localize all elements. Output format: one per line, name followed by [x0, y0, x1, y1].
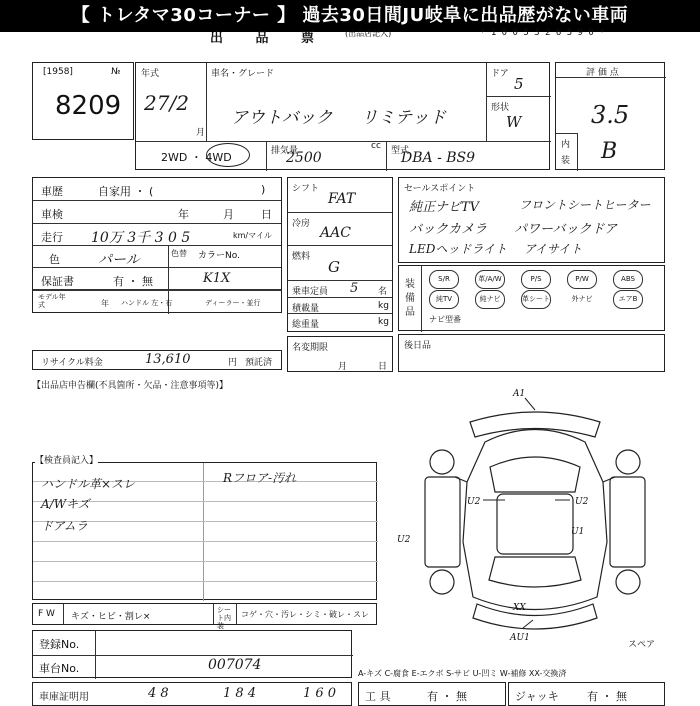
inspector-label: 【検査員記入】 — [35, 453, 98, 466]
fuel-label: 燃料 — [292, 252, 311, 262]
banner: 【 トレタマ30コーナー 】 過去30日間JU岐阜に出品歴がない車両 — [0, 0, 700, 32]
weight-unit: kg — [378, 317, 389, 327]
year-label: 年式 — [141, 69, 160, 79]
spec-box — [287, 177, 393, 332]
color-label: 色 — [49, 253, 60, 266]
cert-label: 車庫証明用 — [39, 692, 89, 703]
color-code-label: カラーNo. — [198, 251, 240, 261]
capacity-label: 乗車定員 — [292, 287, 329, 297]
diagram-mark: U1 — [571, 527, 585, 537]
equipment-label: 装備品 — [405, 279, 415, 318]
spare-label: スペア — [628, 640, 656, 650]
equip-abs: ABS — [613, 270, 643, 289]
barcode-number: * 1 0 0 5 3 2 6 5 9 0 * — [480, 28, 605, 38]
handle-side: ハンドル 左・右 — [121, 299, 173, 307]
inspection-year-unit: 年 — [178, 208, 189, 221]
model-type-value: DBA - BS9 — [401, 150, 476, 166]
sheet-title: 出 品 票 — [210, 31, 329, 46]
drive-4wd-circle — [206, 143, 250, 167]
color-value: パール — [98, 252, 140, 268]
recycle-label: リサイクル料金 — [41, 358, 103, 368]
doors-value: 5 — [514, 75, 524, 93]
recycle-unit: 円 — [228, 358, 238, 368]
equip-airbag: エアB — [613, 290, 643, 309]
equip-ext-navi: 外ナビ — [567, 290, 597, 309]
sales-points-box — [398, 177, 665, 263]
recycle-status: 預託済 — [245, 358, 273, 368]
cert-length: 4 8 — [148, 686, 169, 701]
name-change-label: 名変期限 — [292, 343, 329, 353]
name-change-month: 月 — [338, 362, 348, 372]
color-code-value: K1X — [203, 271, 231, 286]
color-change-label: 色替 — [171, 249, 187, 258]
mileage-unit: km/マイル — [233, 231, 272, 240]
inspection-month-unit: 月 — [223, 208, 234, 221]
history-label: 車歴 — [41, 185, 63, 198]
shift-value: FAT — [328, 191, 356, 207]
car-name: アウトバック — [231, 108, 333, 128]
diagram-mark: XX — [513, 603, 526, 613]
score-label: 評 価 点 — [586, 68, 619, 78]
model-type-label: 型式 — [391, 146, 410, 156]
lot-small-id: [1958] — [43, 67, 73, 77]
aircon-value: AAC — [320, 225, 351, 241]
score-box — [555, 62, 665, 170]
inspector-line: A/Wキズ — [41, 497, 90, 511]
sales-point-item: 純正ナビTV — [409, 200, 480, 215]
fw-box — [32, 603, 377, 630]
equip-navi: 純ナビ — [475, 290, 505, 309]
capacity-value: 5 — [350, 281, 359, 296]
equip-ps: P/S — [521, 270, 551, 289]
registration-label: 登録No. — [39, 638, 80, 651]
inspector-right-note: Rフロア-汚れ — [223, 471, 297, 485]
interior-label-2: 装 — [561, 156, 571, 166]
diagram-mark: U2 — [397, 535, 411, 545]
warranty-options: 有 ・ 無 — [113, 275, 153, 288]
history-value: 自家用 ・ ( — [98, 185, 154, 198]
sales-point-item: アイサイト — [524, 242, 583, 256]
lot-number: 8209 — [55, 91, 122, 121]
equip-leather: 革シート — [521, 290, 551, 309]
sales-point-item: LEDヘッドライト — [409, 242, 507, 256]
diagram-mark: A1 — [513, 389, 526, 399]
displacement-value: 2500 — [286, 150, 322, 166]
diagram-mark: AU1 — [510, 633, 530, 643]
recycle-box — [32, 350, 282, 370]
interior-label-1: 内 — [561, 140, 571, 150]
history-box — [32, 177, 282, 313]
mileage-value: 10万 3千 3 0 5 — [91, 230, 191, 246]
history-close: ) — [261, 183, 266, 196]
aircon-label: 冷房 — [292, 219, 311, 229]
inspector-box — [32, 456, 377, 600]
jack-options: 有 ・ 無 — [587, 690, 627, 703]
fuel-value: G — [328, 258, 340, 276]
load-unit: kg — [378, 301, 389, 311]
sales-point-item: パワーバックドア — [514, 222, 617, 237]
load-label: 積載量 — [292, 304, 320, 314]
seat-options: コゲ・穴・汚レ・シミ・破レ・スレ — [241, 610, 369, 619]
inspector-line: ハンドル革×スレ — [41, 477, 136, 491]
equip-tv: 純TV — [429, 290, 459, 309]
tools-box — [358, 682, 506, 706]
drive-options: 2WD ・ 4WD — [161, 151, 232, 164]
mileage-label: 走行 — [41, 231, 63, 244]
sales-point-item: バックカメラ — [409, 222, 488, 237]
year-value: 27/2 — [144, 91, 189, 115]
diagram-mark: U2 — [467, 497, 481, 507]
equip-sr: S/R — [429, 270, 459, 289]
interior-value: B — [601, 139, 618, 164]
doors-label: ドア — [491, 69, 509, 79]
registration-box — [32, 630, 352, 678]
chassis-value: 007074 — [208, 657, 262, 673]
inspector-line: ドアムラ — [41, 519, 88, 533]
fw-options: キズ・ヒビ・割レ× — [71, 612, 151, 622]
displacement-label: 排気量 — [271, 146, 299, 156]
weight-label: 総重量 — [292, 320, 320, 330]
equipment-box — [398, 265, 665, 331]
sheet-title-sub: (出品店記入) — [345, 29, 392, 38]
diagram-mark: U2 — [575, 497, 589, 507]
name-change-box — [287, 336, 393, 372]
lot-box — [32, 62, 134, 140]
vehicle-info-box — [135, 62, 550, 170]
jack-box — [508, 682, 665, 706]
shape-value: W — [506, 113, 522, 131]
seat-label: シート内装 — [217, 606, 231, 630]
score-value: 3.5 — [591, 101, 630, 129]
capacity-unit: 名 — [378, 287, 388, 297]
navi-model-label: ナビ型番 — [429, 315, 461, 324]
tools-options: 有 ・ 無 — [427, 690, 467, 703]
lot-corner-mark: № — [111, 67, 121, 77]
dealer-type: ディーラー・並行 — [205, 299, 261, 307]
later-label: 後日品 — [404, 341, 432, 351]
cert-box — [32, 682, 352, 706]
damage-legend: A-キズ C-腐食 E-エクボ S-サビ U-凹ミ W-補修 XX-交換済 — [358, 669, 567, 678]
car-diagram — [385, 382, 690, 644]
later-box — [398, 334, 665, 372]
displacement-unit: cc — [371, 141, 381, 151]
shift-label: シフト — [292, 184, 320, 194]
car-name-label: 車名・グレード — [211, 69, 275, 79]
jack-label: ジャッキ — [515, 690, 559, 703]
model-year-unit: 年 — [101, 299, 109, 308]
tools-label: 工 具 — [365, 690, 391, 703]
year-month-label: 月 — [196, 128, 206, 138]
cert-width: 1 8 4 — [223, 686, 257, 701]
chassis-label: 車台No. — [39, 662, 80, 675]
warranty-label: 保証書 — [41, 275, 74, 288]
cert-height: 1 6 0 — [303, 686, 337, 701]
equip-pw: P/W — [567, 270, 597, 289]
notes-label: 【出品店申告欄(不具箇所・欠品・注意事項等)】 — [32, 381, 229, 391]
shape-label: 形状 — [491, 103, 510, 113]
equip-aw: 革/A/W — [475, 270, 505, 289]
fw-label: F W — [38, 609, 55, 619]
sales-point-item: フロントシートヒーター — [519, 198, 651, 212]
name-change-day: 日 — [378, 362, 388, 372]
recycle-value: 13,610 — [145, 352, 191, 367]
inspection-day-unit: 日 — [261, 208, 272, 221]
inspection-label: 車検 — [41, 208, 63, 221]
car-grade: リミテッド — [361, 108, 446, 128]
model-year-label: モデル年式 — [38, 293, 66, 309]
sales-points-label: セールスポイント — [404, 184, 476, 194]
